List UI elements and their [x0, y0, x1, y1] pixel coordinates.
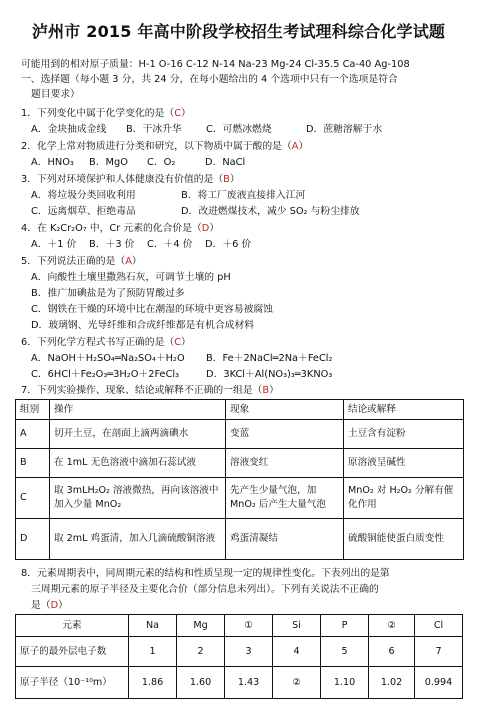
header-cell: 操作 — [50, 400, 226, 420]
table-cell: 1 — [129, 637, 177, 667]
question-8-line-3 — [31, 598, 463, 613]
table-row — [16, 449, 464, 478]
table-cell: 硫酸铜能使蛋白质变性 — [344, 519, 464, 560]
option-c: C．远离烟草、拒绝毒品 — [31, 206, 136, 217]
table-cell: 1.10 — [321, 667, 369, 699]
stem-close: ） — [131, 256, 142, 267]
table-cell: 原子的最外层电子数 — [16, 637, 129, 667]
question-3-options-row-2 — [31, 204, 463, 219]
option-c: C．6HCl＋Fe₂O₃═3H₂O＋2FeCl₃ — [31, 369, 180, 380]
table-row — [16, 420, 464, 449]
option-b: B．干冰升华 — [126, 124, 182, 135]
option-b: B．＋3 价 — [89, 239, 135, 250]
stem-text: 6．下列化学方程式书写正确的是（ — [21, 337, 175, 348]
header-cell: 结论或解释 — [344, 400, 464, 420]
table-cell: 在 1mL 无色溶液中滴加石蕊试液 — [50, 449, 226, 478]
answer: A — [291, 141, 299, 152]
table-header-row — [16, 400, 464, 420]
table-cell: 6 — [369, 637, 415, 667]
table-cell: B — [16, 449, 50, 478]
table-cell: 先产生少量气泡，加 MnO₂ 后产生大量气泡 — [226, 478, 344, 519]
question-5-option-b: B．推广加碘盐是为了预防胃酸过多 — [31, 288, 185, 299]
question-3-stem — [21, 172, 463, 187]
question-8-line-2: 三周期元素的原子半径及主要化合价（部分信息未列出）。下列有关说法不正确的 — [31, 584, 379, 595]
section-heading: 一、选择题（每小题 3 分，共 24 分，在每小题给出的 4 个选项中只有一个选项是符合 — [21, 74, 398, 85]
table-cell: 0.994 — [415, 667, 463, 699]
stem-text: 7．下列实验操作、现象、结论或解释不正确的一组是（ — [21, 385, 263, 396]
header-cell: ① — [225, 615, 273, 637]
header-cell: 组别 — [16, 400, 50, 420]
table-cell: 取 2mL 鸡蛋清，加入几滴硫酸铜溶液 — [50, 519, 226, 560]
question-5-option-d: D．玻璃钢、光导纤维和合成纤维都是有机合成材料 — [31, 320, 255, 331]
option-b: B．MgO — [89, 157, 128, 168]
table-cell: 1.02 — [369, 667, 415, 699]
option-d: D．＋6 价 — [205, 239, 252, 250]
answer: B — [262, 385, 270, 396]
question-5-option-a: A．向酸性土壤里撒熟石灰，可调节土壤的 pH — [31, 272, 231, 283]
question-8-table — [15, 614, 463, 699]
stem-close: ） — [181, 108, 191, 119]
answer: C — [174, 108, 182, 119]
option-d: D．3KCl＋Al(NO₃)₃═3KNO₃ — [206, 369, 333, 380]
question-5-stem — [21, 254, 463, 269]
table-row — [16, 478, 464, 519]
table-cell: D — [16, 519, 50, 560]
header-cell: Mg — [177, 615, 225, 637]
option-c: C．可燃冰燃烧 — [206, 124, 272, 135]
answer: A — [125, 256, 132, 267]
stem-close: ） — [229, 174, 240, 185]
table-cell: 1.86 — [129, 667, 177, 699]
atomic-masses: 可能用到的相对原子质量：H-1 O-16 C-12 N-14 Na-23 Mg-24 Cl-35.5 Ca-40 Ag-108 — [21, 59, 410, 70]
table-cell: 5 — [321, 637, 369, 667]
table-cell: 4 — [273, 637, 321, 667]
answer: C — [174, 337, 182, 348]
header-cell: 元素 — [16, 615, 129, 637]
stem-close: ） — [181, 337, 191, 348]
table-header-row — [16, 615, 463, 637]
option-d: D．改进燃煤技术，减少 SO₂ 与粉尘排放 — [181, 206, 360, 217]
option-d: D．蔗糖溶解于水 — [306, 124, 383, 135]
option-b: B．将工厂废液直接排入江河 — [181, 190, 306, 201]
table-cell: 切开土豆，在剖面上滴两滴碘水 — [50, 420, 226, 449]
table-cell: C — [16, 478, 50, 519]
answer: B — [223, 174, 230, 185]
question-8-line-1: 8．元素周期表中，同周期元素的结构和性质呈现一定的规律性变化。下表列出的是第 — [21, 568, 390, 579]
table-row — [16, 667, 463, 699]
header-cell: 现象 — [226, 400, 344, 420]
question-6-stem — [21, 335, 463, 350]
option-a: A．将垃圾分类回收利用 — [31, 190, 136, 201]
answer: D — [201, 223, 210, 234]
table-cell: MnO₂ 对 H₂O₂ 分解有催化作用 — [344, 478, 464, 519]
option-d: D．NaCl — [205, 157, 246, 168]
option-a: A．金块抽成金线 — [31, 124, 107, 135]
question-4-options — [31, 237, 463, 252]
question-1-options — [31, 122, 463, 137]
table-cell: 原溶液呈碱性 — [344, 449, 464, 478]
header-cell: Na — [129, 615, 177, 637]
table-cell: 1.43 — [225, 667, 273, 699]
header-cell: P — [321, 615, 369, 637]
header-cell: Cl — [415, 615, 463, 637]
answer: D — [50, 600, 59, 611]
option-a: A．＋1 价 — [31, 239, 77, 250]
question-2-options — [31, 155, 463, 170]
option-b: B．Fe＋2NaCl═2Na＋FeCl₂ — [206, 353, 333, 364]
question-2-stem — [21, 139, 463, 154]
stem-close: ） — [209, 223, 220, 234]
table-cell: A — [16, 420, 50, 449]
option-c: C．＋4 价 — [147, 239, 193, 250]
question-1-stem — [21, 106, 463, 121]
table-cell: 1.60 — [177, 667, 225, 699]
header-cell: ② — [369, 615, 415, 637]
table-cell: 变蓝 — [226, 420, 344, 449]
stem-text: 5．下列说法正确的是（ — [21, 256, 126, 267]
question-4-stem — [21, 221, 463, 236]
stem-text: 3．下列对环境保护和人体健康没有价值的是（ — [21, 174, 224, 185]
stem-close: ） — [269, 385, 279, 396]
stem-text: 1．下列变化中属于化学变化的是（ — [21, 108, 175, 119]
question-6-options-row-1 — [31, 351, 463, 366]
stem-text: 4．在 K₂Cr₂O₇ 中，Cr 元素的化合价是（ — [21, 223, 202, 234]
table-cell: 鸡蛋清凝结 — [226, 519, 344, 560]
table-cell: 7 — [415, 637, 463, 667]
option-a: A．NaOH＋H₂SO₄═Na₂SO₄＋H₂O — [31, 353, 185, 364]
table-row — [16, 637, 463, 667]
question-7-stem — [21, 383, 463, 398]
section-heading-cont: 题目要求） — [31, 89, 80, 100]
option-c: C．O₂ — [147, 157, 176, 168]
table-cell: ② — [273, 667, 321, 699]
question-6-options-row-2 — [31, 367, 463, 382]
header-cell: Si — [273, 615, 321, 637]
question-7-table — [15, 399, 464, 560]
table-cell: 2 — [177, 637, 225, 667]
question-3-options-row-1 — [31, 188, 463, 203]
table-cell: 土豆含有淀粉 — [344, 420, 464, 449]
stem-close: ） — [298, 141, 309, 152]
question-5-option-c: C．钢铁在干燥的环境中比在潮湿的环境中更容易被腐蚀 — [31, 304, 273, 315]
stem-text: 是（ — [31, 600, 51, 611]
table-cell: 取 3mLH₂O₂ 溶液微热，再向该溶液中加入少量 MnO₂ — [50, 478, 226, 519]
stem-close: ） — [58, 600, 68, 611]
option-a: A．HNO₃ — [31, 157, 74, 168]
table-row — [16, 519, 464, 560]
table-cell: 原子半径（10⁻¹⁰m） — [16, 667, 129, 699]
page-title: 泸州市 2015 年高中阶段学校招生考试理科综合化学试题 — [31, 22, 446, 41]
table-cell: 溶液变红 — [226, 449, 344, 478]
table-cell: 3 — [225, 637, 273, 667]
stem-text: 2．化学上常对物质进行分类和研究，以下物质中属于酸的是（ — [21, 141, 292, 152]
